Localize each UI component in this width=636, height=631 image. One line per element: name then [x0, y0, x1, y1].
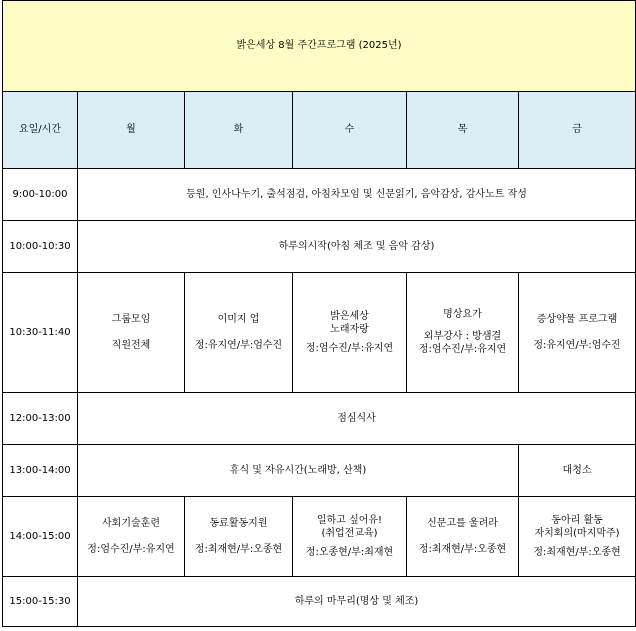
program-cell-fri: 대청소: [519, 445, 636, 497]
program-name: 명상요가: [443, 309, 482, 321]
schedule-row: [3, 169, 636, 221]
header-time-cell: 요일/시간: [3, 92, 78, 169]
time-cell: 13:00-14:00: [3, 445, 78, 497]
program-name: 동아리 활동: [551, 514, 603, 526]
program-instructor: 외부강사 : 방샘결: [423, 330, 502, 342]
program-name-line2: 자치회의(마지막주): [534, 528, 620, 540]
program-name: 일하고 싶어유!: [316, 514, 383, 526]
program-staff: 정:유지연/부:엄수진: [533, 339, 621, 351]
program-cell-all-days: 점심식사: [78, 393, 636, 445]
weekly-schedule-table: [2, 0, 636, 627]
program-cell-tue: [185, 497, 293, 577]
program-staff: 정:유지연/부:엄수진: [194, 339, 283, 351]
program-staff: 정:오종현/부:최재현: [305, 546, 394, 558]
program-staff: 정:최재현/부:오종현: [533, 546, 621, 558]
program-staff: 정:최재현/부:오종현: [194, 543, 283, 555]
program-name: 신문고를 울려라: [427, 518, 498, 529]
time-cell: 15:00-15:30: [3, 577, 78, 627]
schedule-row: [3, 393, 636, 445]
header-day-fri: 금: [519, 92, 636, 169]
program-staff: 정:최재현/부:오종현: [418, 543, 507, 555]
time-cell: 12:00-13:00: [3, 393, 78, 445]
program-cell-fri: [519, 273, 636, 393]
header-day-mon: 월: [78, 92, 185, 169]
schedule-row: [3, 497, 636, 577]
header-day-wed: 수: [293, 92, 407, 169]
program-cell-thu: [407, 273, 519, 393]
program-cell-fri: [519, 497, 636, 577]
time-cell: 14:00-15:00: [3, 497, 78, 577]
schedule-row: [3, 221, 636, 273]
time-cell: 10:30-11:40: [3, 273, 78, 393]
program-name: 증상약물 프로그램: [536, 314, 618, 325]
page-title: 밝은세상 8월 주간프로그램 (2025년): [3, 1, 636, 92]
program-staff: 직원전체: [111, 339, 151, 351]
time-cell: 9:00-10:00: [3, 169, 78, 221]
program-cell-all-days: 등원, 인사나누기, 출석점검, 아침차모임 및 신문읽기, 음악감상, 감사노트 작성: [78, 169, 636, 221]
program-cell-all-days: 하루의시작(아침 체조 및 음악 감상): [78, 221, 636, 273]
title-row: [3, 1, 636, 92]
program-staff: 정:엄수진/부:유지연: [418, 344, 507, 356]
header-day-tue: 화: [185, 92, 293, 169]
program-name: 밝은세상: [330, 310, 369, 322]
program-cell-wed: [293, 273, 407, 393]
schedule-row: [3, 273, 636, 393]
program-name: 사회기술훈련: [102, 518, 160, 529]
program-name: 동료활동지원: [209, 518, 268, 529]
program-cell-tue: [185, 273, 293, 393]
program-name: 이미지 업: [217, 314, 260, 325]
program-cell-mon-thu: 휴식 및 자유시간(노래방, 산책): [78, 445, 519, 497]
header-row: [3, 92, 636, 169]
time-cell: 10:00-10:30: [3, 221, 78, 273]
schedule-row: [3, 577, 636, 627]
program-cell-wed: [293, 497, 407, 577]
program-name-line2: 노래자랑: [330, 324, 369, 336]
program-staff: 정:엄수진/부:유지연: [305, 342, 394, 354]
program-cell-thu: [407, 497, 519, 577]
program-name: 그룹모임: [111, 314, 151, 325]
program-name-line2: (취업전교육): [321, 528, 378, 540]
program-cell-mon: [78, 497, 185, 577]
program-cell-all-days: 하루의 마무리(명상 및 체조): [78, 577, 636, 627]
program-staff: 정:엄수진/부:유지연: [87, 543, 175, 555]
program-cell-mon: [78, 273, 185, 393]
schedule-row: [3, 445, 636, 497]
header-day-thu: 목: [407, 92, 519, 169]
